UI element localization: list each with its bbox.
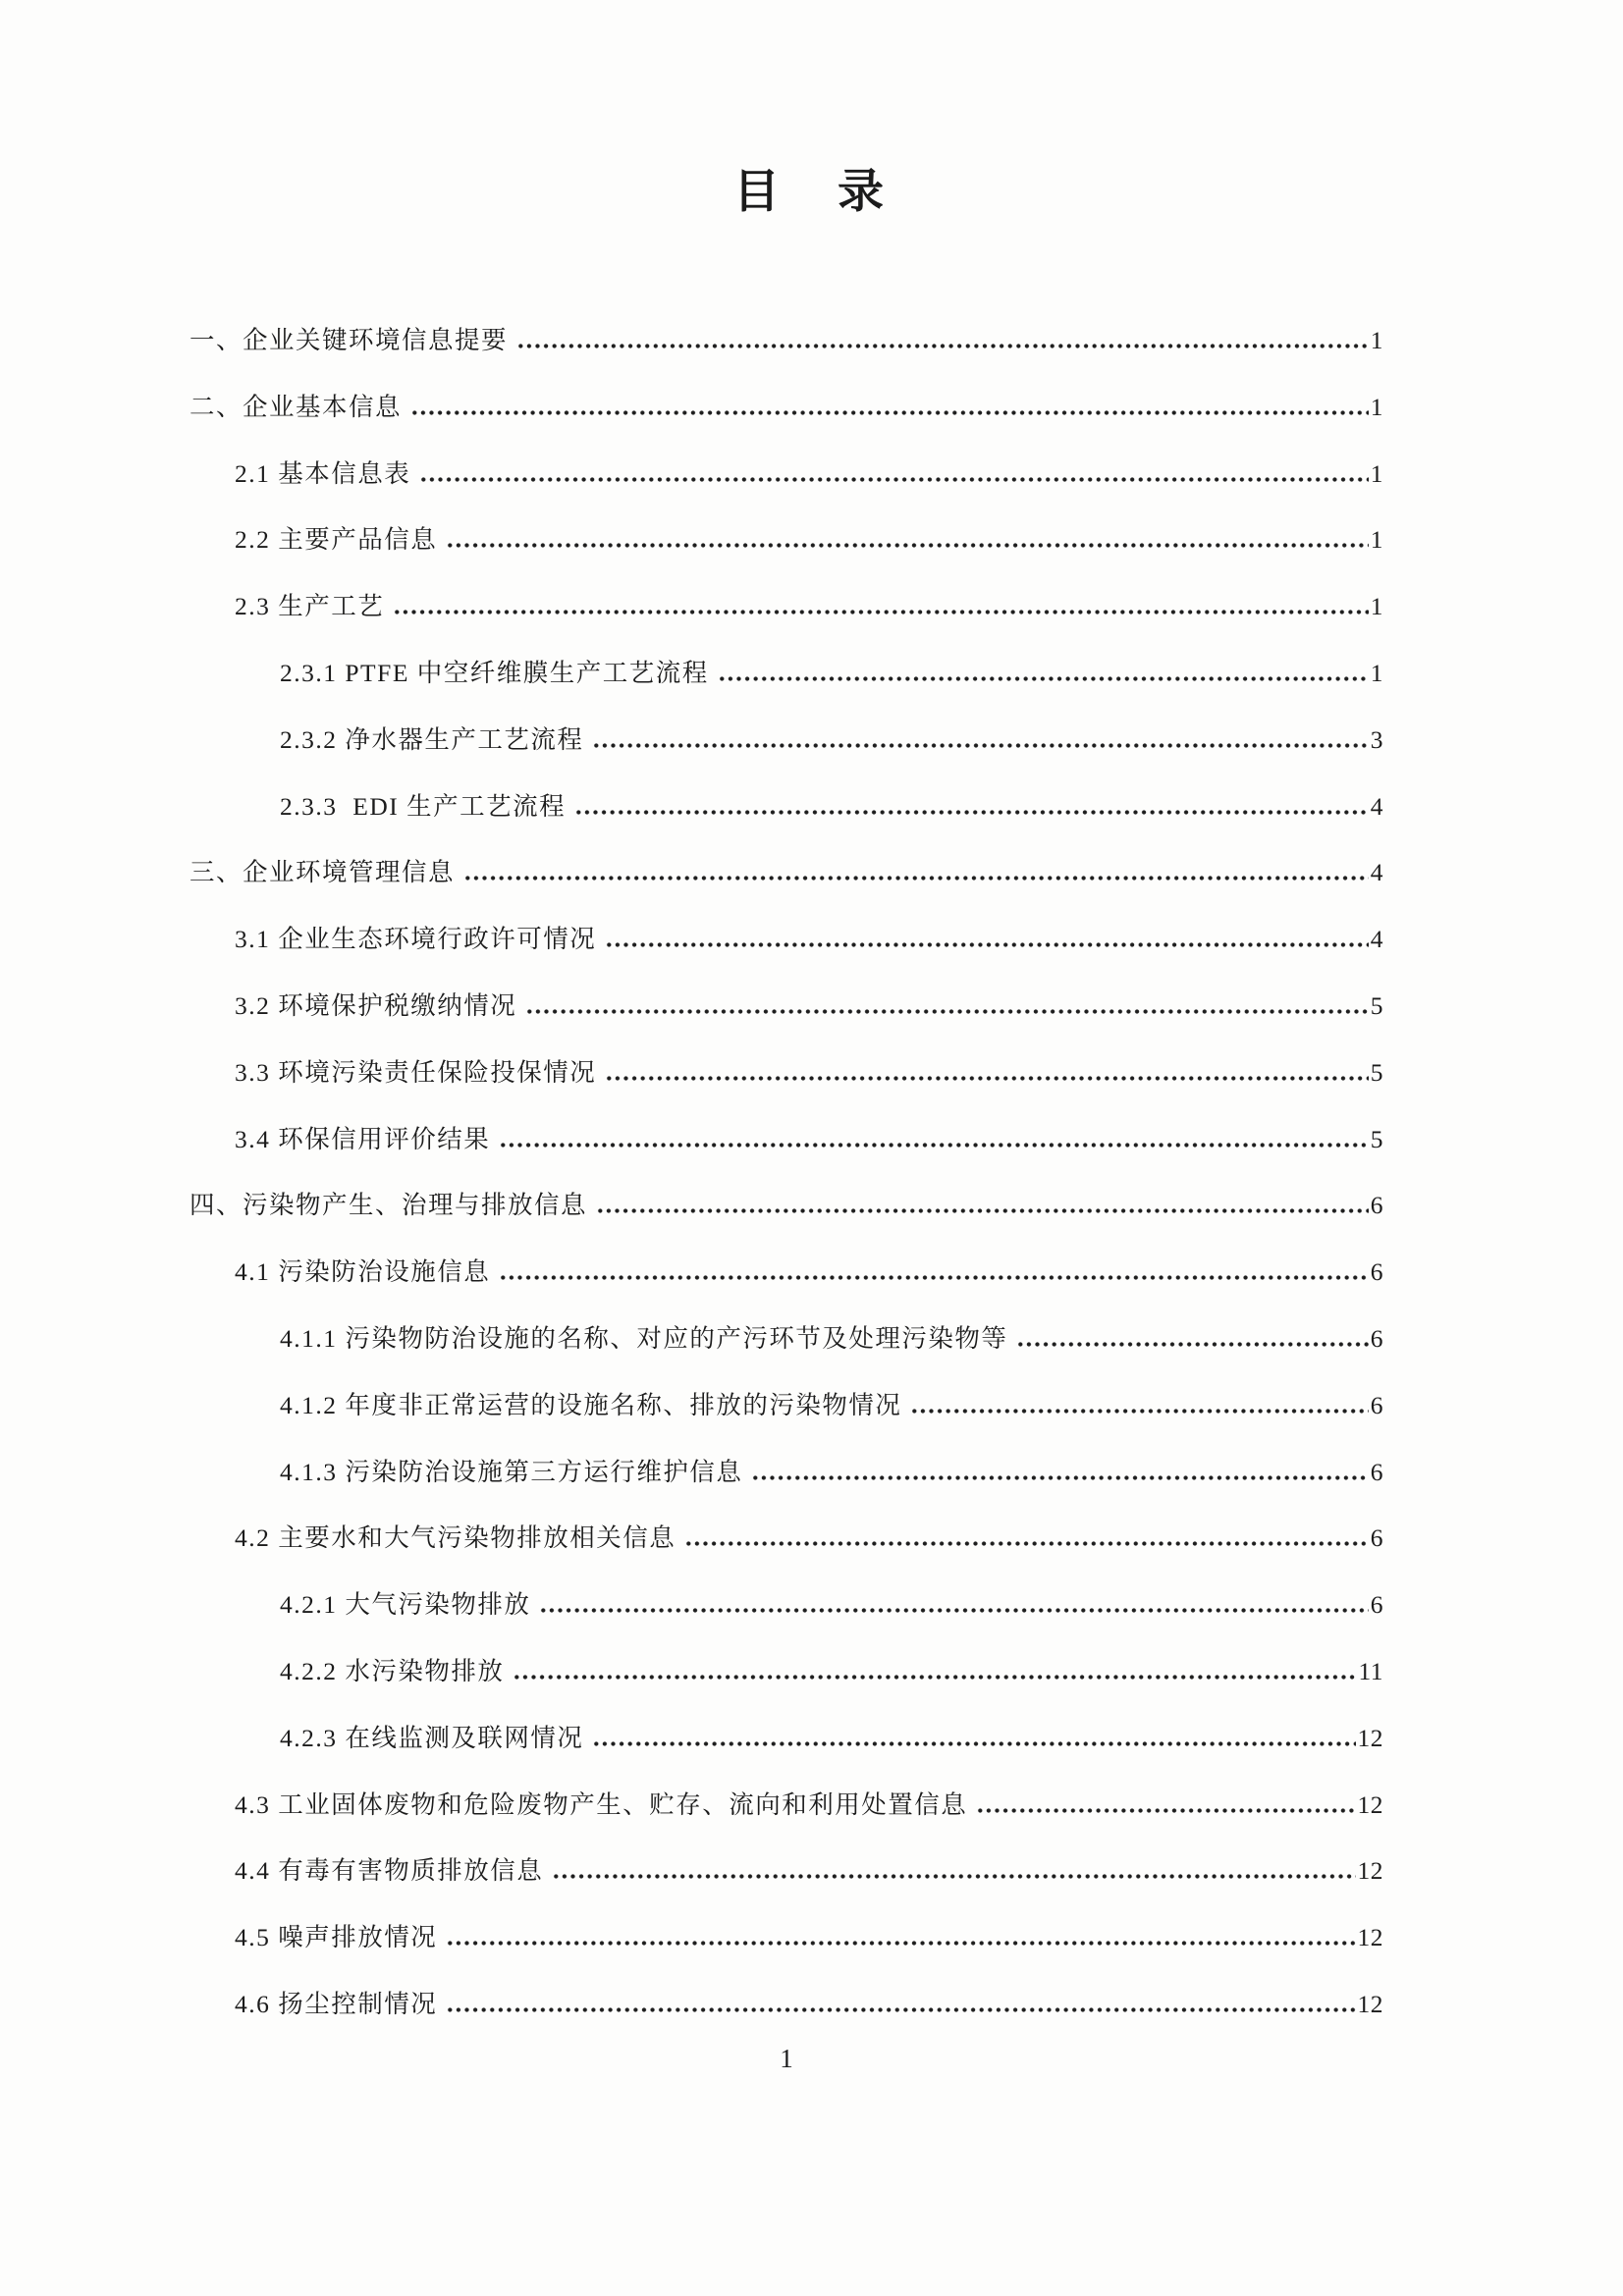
toc-entry-label: 4.2.2 水污染物排放 xyxy=(280,1656,505,1685)
dot-leader xyxy=(574,810,1369,815)
toc-entry-page: 3 xyxy=(1370,724,1383,754)
toc-entry-label: 2.3.2 净水器生产工艺流程 xyxy=(280,724,584,754)
toc-entry-page: 5 xyxy=(1370,1057,1383,1087)
toc-entry-page: 4 xyxy=(1370,925,1383,954)
toc-entry xyxy=(189,507,1383,573)
toc-entry-label: 2.3.1 PTFE 中空纤维膜生产工艺流程 xyxy=(280,658,709,687)
toc-entry xyxy=(189,1638,1383,1705)
toc-entry-label: 4.1 污染防治设施信息 xyxy=(235,1257,491,1287)
toc-entry-page: 6 xyxy=(1370,1590,1383,1620)
toc-entry xyxy=(189,640,1383,707)
toc-entry-page: 5 xyxy=(1370,990,1383,1020)
toc-entry-label: 3.4 环保信用评价结果 xyxy=(235,1124,491,1153)
dot-leader xyxy=(552,1874,1355,1879)
toc-entry-label: 4.5 噪声排放情况 xyxy=(235,1923,438,1952)
toc-entry-label: 4.1.2 年度非正常运营的设施名称、排放的污染物情况 xyxy=(280,1390,902,1419)
toc-entry-label: 二、企业基本信息 xyxy=(189,392,403,421)
toc-entry-page: 6 xyxy=(1370,1457,1383,1486)
page-number: 1 xyxy=(780,2043,793,2073)
toc-entry-page: 6 xyxy=(1370,1323,1383,1353)
dot-leader xyxy=(592,1741,1355,1746)
toc-entry-page: 6 xyxy=(1370,1191,1383,1220)
toc-entry-page: 12 xyxy=(1357,1856,1383,1886)
toc-entry-page: 12 xyxy=(1357,1789,1383,1819)
toc-entry xyxy=(189,573,1383,640)
toc-entry xyxy=(189,1904,1383,1971)
dot-leader xyxy=(463,876,1369,881)
toc-entry-page: 6 xyxy=(1370,1257,1383,1287)
toc-entry-page: 12 xyxy=(1357,1989,1383,2018)
toc-entry xyxy=(189,374,1383,441)
dot-leader xyxy=(1016,1342,1368,1347)
page-footer xyxy=(189,2042,1383,2075)
toc-entry-label: 4.1.3 污染防治设施第三方运行维护信息 xyxy=(280,1457,743,1486)
toc-entry-label: 3.2 环境保护税缴纳情况 xyxy=(235,990,517,1020)
toc-entry xyxy=(189,1572,1383,1638)
dot-leader xyxy=(446,1941,1355,1946)
toc-entry xyxy=(189,1239,1383,1306)
toc-entry-page: 12 xyxy=(1357,1723,1383,1752)
toc-entry-page: 11 xyxy=(1358,1656,1383,1685)
toc-entry-page: 6 xyxy=(1370,1390,1383,1419)
toc-entry-page: 1 xyxy=(1370,458,1383,488)
dot-leader xyxy=(592,743,1368,748)
dot-leader xyxy=(596,1208,1369,1213)
dot-leader xyxy=(525,1009,1368,1014)
toc-entry-page: 4 xyxy=(1370,791,1383,821)
toc-entry-label: 4.3 工业固体废物和危险废物产生、贮存、流向和利用处置信息 xyxy=(235,1789,968,1819)
toc-entry xyxy=(189,1172,1383,1239)
toc-entry xyxy=(189,1705,1383,1772)
dot-leader xyxy=(446,2007,1355,2012)
toc-entry-label: 4.4 有毒有害物质排放信息 xyxy=(235,1856,544,1886)
dot-leader xyxy=(410,410,1369,415)
toc-entry xyxy=(189,1505,1383,1572)
dot-leader xyxy=(499,1143,1368,1148)
toc-entry xyxy=(189,1106,1383,1173)
toc-entry-page: 5 xyxy=(1370,1124,1383,1153)
toc-entry-page: 1 xyxy=(1370,592,1383,621)
toc-entry-page: 1 xyxy=(1370,525,1383,555)
dot-leader xyxy=(684,1541,1368,1546)
dot-leader xyxy=(751,1475,1368,1480)
dot-leader xyxy=(516,344,1369,348)
dot-leader xyxy=(605,1076,1368,1081)
toc-entry-page: 6 xyxy=(1370,1523,1383,1553)
toc-entry-page: 1 xyxy=(1370,326,1383,354)
toc-entry-label: 4.6 扬尘控制情况 xyxy=(235,1989,438,2018)
dot-leader xyxy=(605,942,1368,947)
toc-entry-label: 3.1 企业生态环境行政许可情况 xyxy=(235,925,597,954)
dot-leader xyxy=(718,676,1369,681)
toc-entry xyxy=(189,774,1383,840)
toc-entry-label: 4.2.1 大气污染物排放 xyxy=(280,1590,531,1620)
toc-entry-page: 4 xyxy=(1370,858,1383,887)
toc-entry-label: 2.3.3 EDI 生产工艺流程 xyxy=(280,791,567,821)
dot-leader xyxy=(910,1409,1368,1414)
toc-entry-label: 4.2 主要水和大气污染物排放相关信息 xyxy=(235,1523,676,1553)
toc-entry xyxy=(189,1306,1383,1372)
dot-leader xyxy=(539,1608,1368,1613)
toc-entry-label: 三、企业环境管理信息 xyxy=(189,858,456,887)
toc-entry xyxy=(189,1040,1383,1106)
toc-title: 目 录 xyxy=(733,167,890,218)
dot-leader xyxy=(513,1675,1356,1680)
toc-entry-page: 1 xyxy=(1370,658,1383,687)
dot-leader xyxy=(499,1275,1368,1280)
toc-entry xyxy=(189,1772,1383,1839)
toc-entry xyxy=(189,1971,1383,2038)
toc-list xyxy=(189,307,1383,2038)
dot-leader xyxy=(446,543,1368,548)
toc-entry-label: 4.1.1 污染物防治设施的名称、对应的产污环节及处理污染物等 xyxy=(280,1323,1008,1353)
toc-entry xyxy=(189,307,1383,374)
toc-entry-label: 2.3 生产工艺 xyxy=(235,592,385,621)
dot-leader xyxy=(976,1808,1355,1813)
toc-entry-label: 2.1 基本信息表 xyxy=(235,458,411,488)
toc-entry xyxy=(189,1439,1383,1506)
toc-entry xyxy=(189,1838,1383,1904)
toc-entry-page: 1 xyxy=(1370,392,1383,421)
toc-entry-label: 一、企业关键环境信息提要 xyxy=(189,326,509,354)
dot-leader xyxy=(393,610,1368,614)
toc-entry-page: 12 xyxy=(1357,1923,1383,1952)
toc-entry-label: 4.2.3 在线监测及联网情况 xyxy=(280,1723,584,1752)
toc-entry xyxy=(189,906,1383,973)
toc-entry-label: 2.2 主要产品信息 xyxy=(235,525,438,555)
toc-entry-label: 四、污染物产生、治理与排放信息 xyxy=(189,1191,588,1220)
toc-entry xyxy=(189,973,1383,1040)
toc-entry xyxy=(189,839,1383,906)
dot-leader xyxy=(419,477,1368,482)
toc-entry xyxy=(189,441,1383,507)
toc-entry xyxy=(189,1372,1383,1439)
toc-entry-label: 3.3 环境污染责任保险投保情况 xyxy=(235,1057,597,1087)
toc-entry xyxy=(189,707,1383,774)
